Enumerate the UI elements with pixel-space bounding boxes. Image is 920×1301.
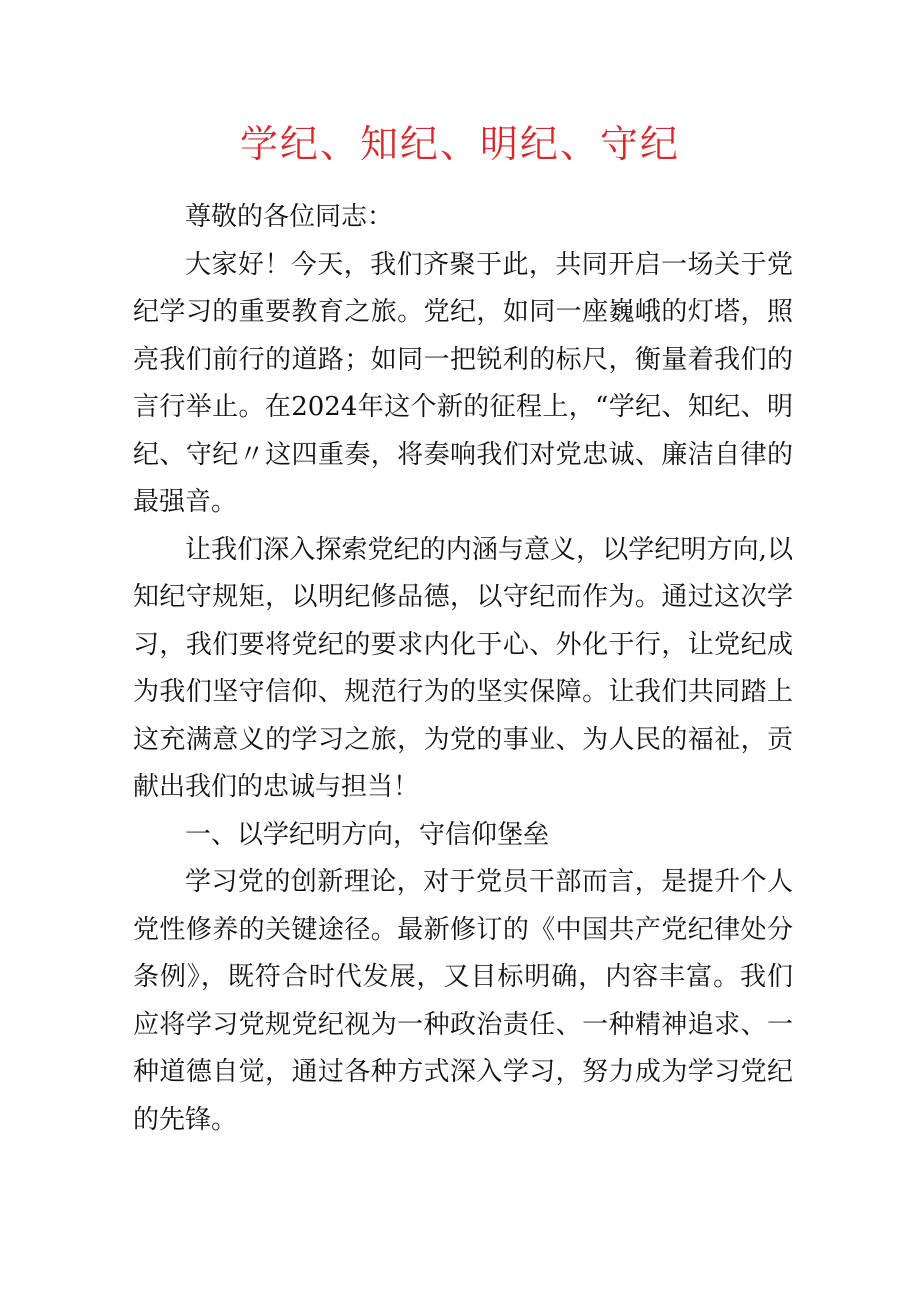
body-paragraph: 大家好！今天，我们齐聚于此，共同开启一场关于党纪学习的重要教育之旅。党纪，如同一座巍峨的灯塔，照亮我们前行的道路；如同一把锐利的标尺，衡量着我们的言行举止。在2024年这个新的征程上，“学纪、知纪、明纪、守纪〃这四重奏，将奏响我们对党忠诚、廉洁自律的最强音。: [133, 249, 793, 517]
document-body: [133, 194, 793, 1144]
salutation-paragraph: 尊敬的各位同志：: [185, 202, 394, 232]
body-paragraph: 学习党的创新理论，对于党员干部而言，是提升个人党性修养的关键途径。最新修订的《中国共产党纪律处分条例》，既符合时代发展，又目标明确，内容丰富。我们应将学习党规党纪视为一种政治责任、一种精神追求、一种道德自觉，通过各种方式深入学习，努力成为学习党纪的先锋。: [133, 867, 793, 1135]
body-paragraph: 让我们深入探索党纪的内涵与意义，以学纪明方向,以知纪守规矩，以明纪修品德，以守纪而作为。通过这次学习，我们要将党纪的要求内化于心、外化于行，让党纪成为我们坚守信仰、规范行为的坚实保障。让我们共同踏上这充满意义的学习之旅，为党的事业、为人民的福祉，贡献出我们的忠诚与担当！: [133, 534, 793, 802]
document-title: 学纪、知纪、明纪、守纪: [239, 122, 680, 166]
section-heading: 一、以学纪明方向，守信仰堡垒: [185, 819, 550, 850]
